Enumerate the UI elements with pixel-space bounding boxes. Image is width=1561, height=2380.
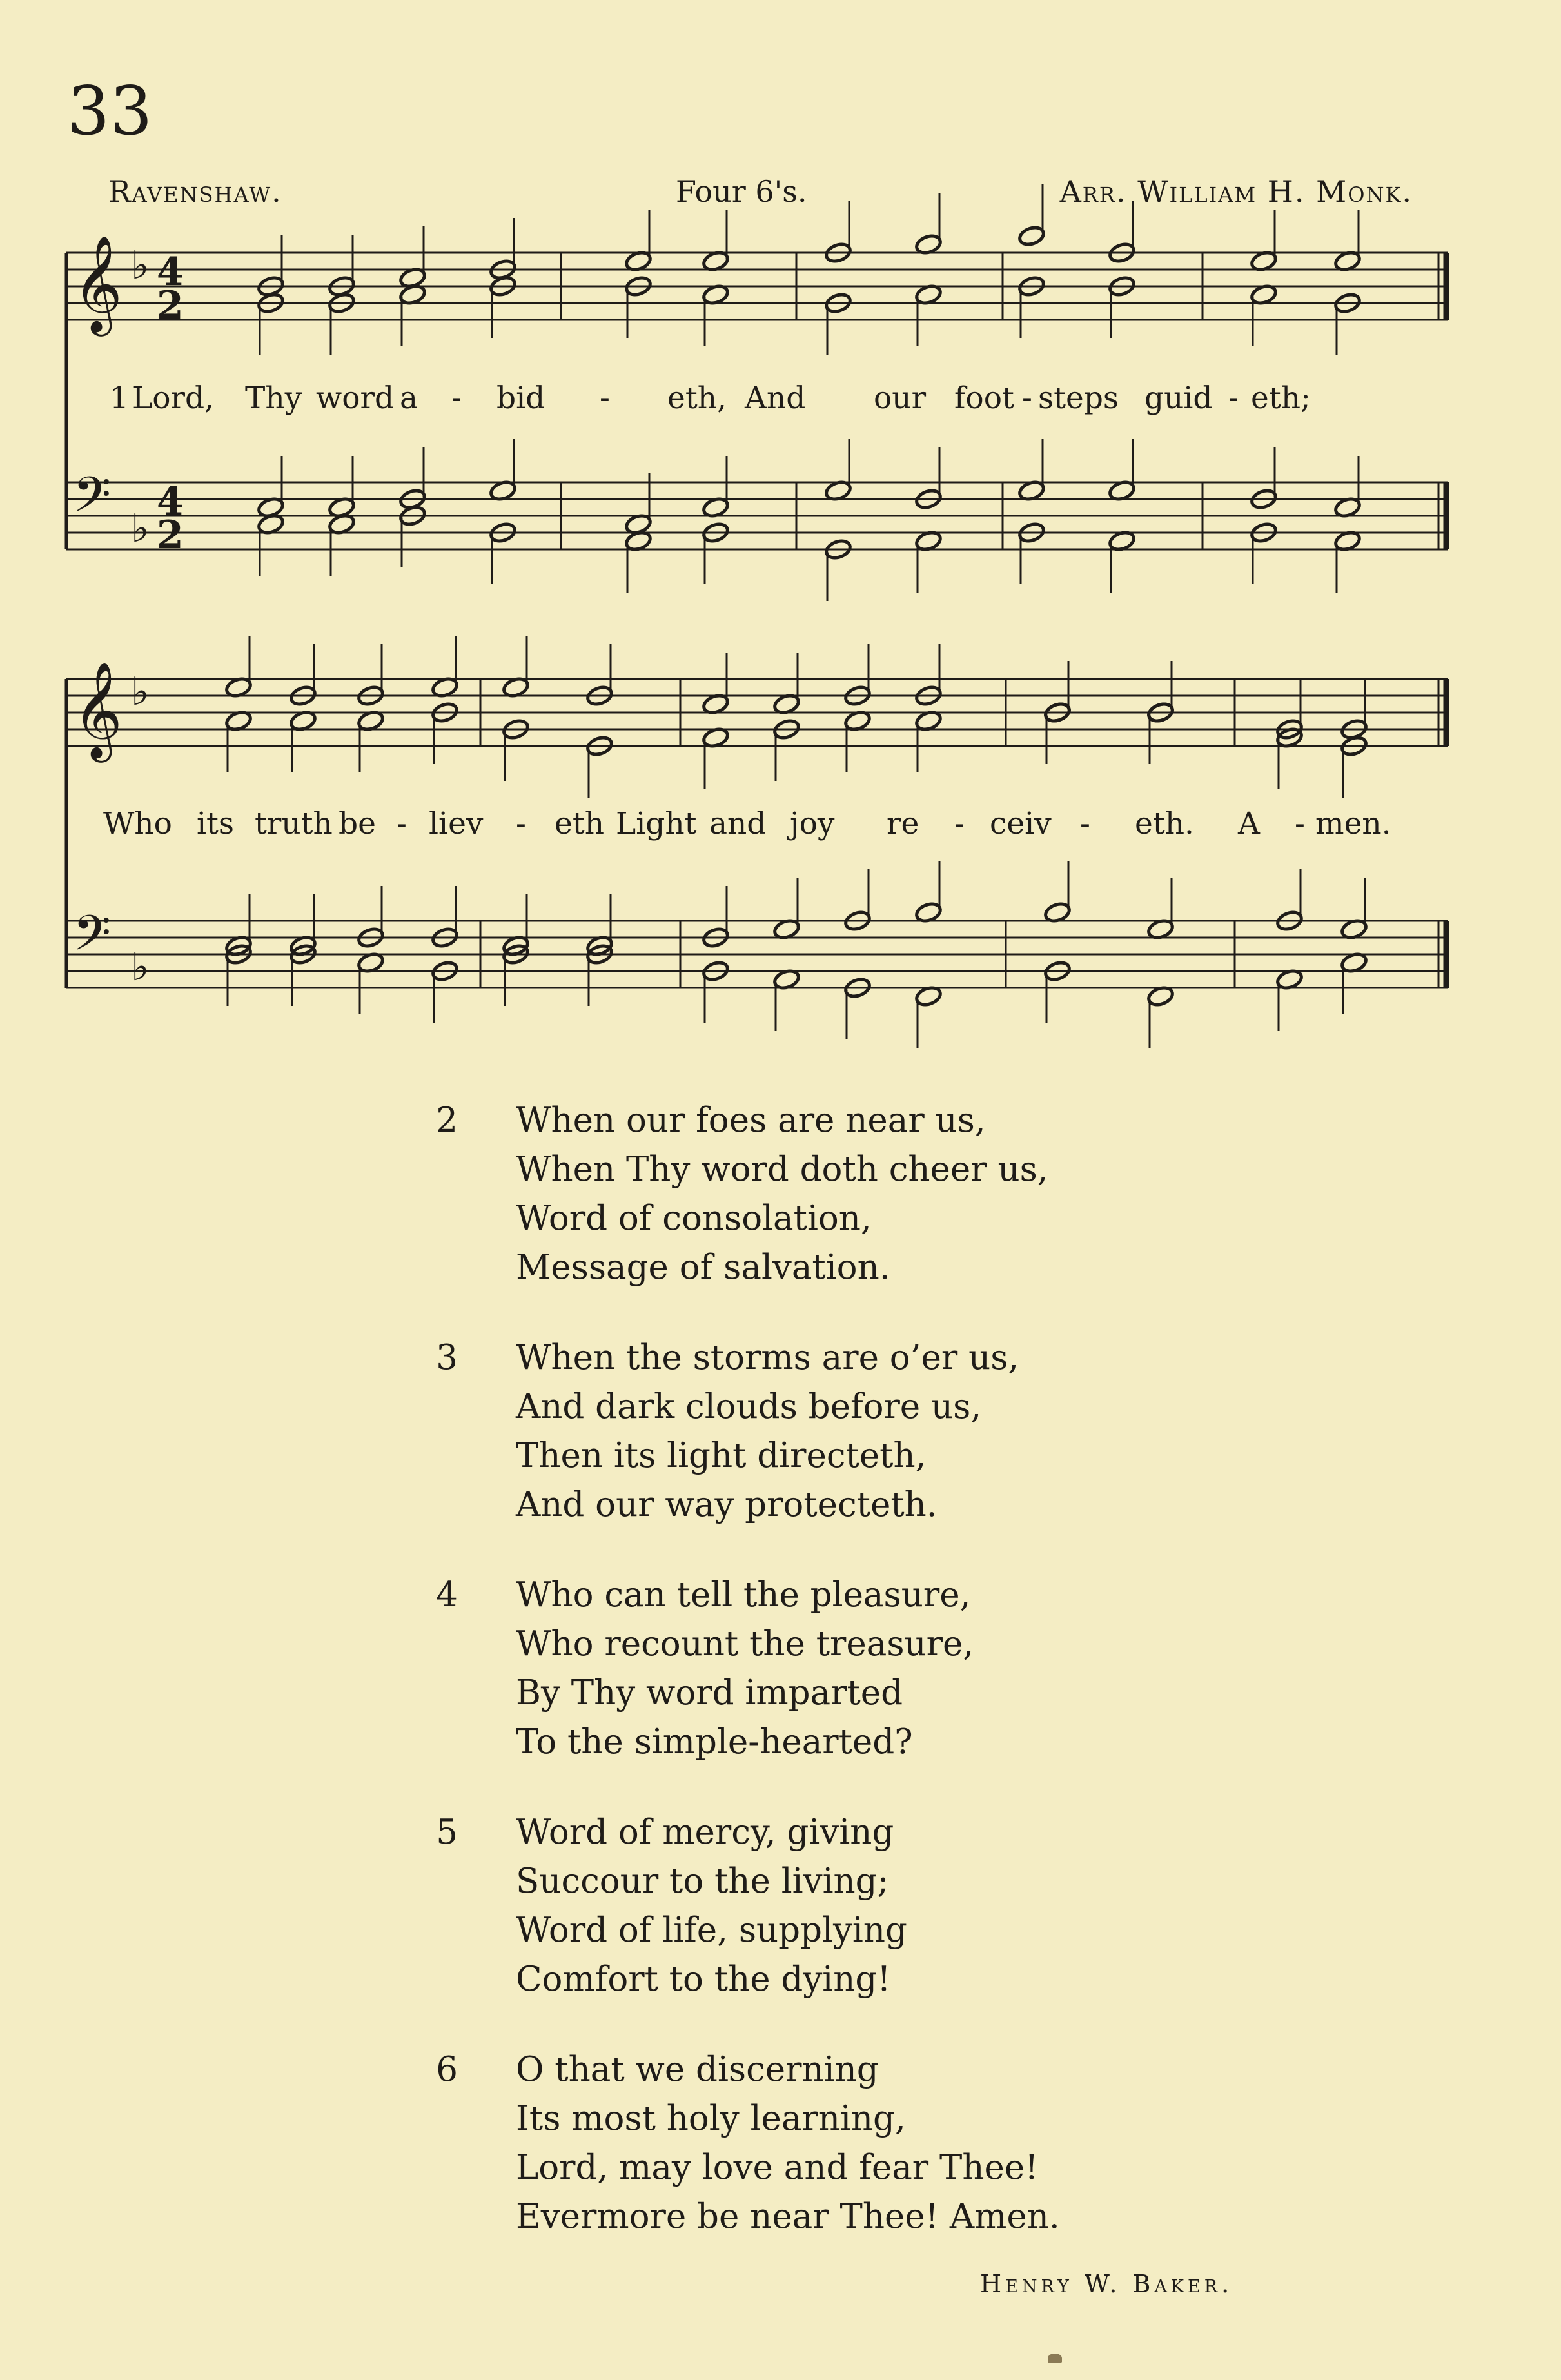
lyric-syllable: re xyxy=(887,806,919,841)
lyric-syllable: steps xyxy=(1038,380,1119,416)
lyric-syllable: word xyxy=(316,380,395,416)
verse-3 xyxy=(436,1333,1367,1529)
lyric-syllable: guid xyxy=(1144,380,1213,416)
lyric-syllable: Light xyxy=(616,806,697,841)
lyric-syllable: Thy xyxy=(245,380,302,416)
time-signature-bottom: 2 xyxy=(157,513,184,558)
lyric-syllable: - xyxy=(451,380,462,416)
verse-line: When the storms are o’er us, xyxy=(516,1338,1019,1377)
note-head xyxy=(1017,224,1046,248)
verse-line: Succour to the living; xyxy=(516,1862,889,1901)
meter: Four 6's. xyxy=(676,174,807,209)
verse-line: When our foes are near us, xyxy=(516,1101,986,1140)
verse-number: 6 xyxy=(436,2050,458,2089)
lyric-syllable: joy xyxy=(790,806,835,841)
lyric-syllable: bid xyxy=(496,380,545,416)
lyric-syllable: - xyxy=(600,380,610,416)
lyric-syllable: A xyxy=(1238,806,1260,841)
lyric-syllable: men. xyxy=(1315,806,1391,841)
treble-clef-icon: 𝄞 xyxy=(73,234,123,332)
lyric-syllable: and xyxy=(709,806,767,841)
verse-line: And dark clouds before us, xyxy=(516,1387,982,1426)
lyric-syllable: foot xyxy=(954,380,1014,416)
lyric-syllable: liev xyxy=(429,806,484,841)
verse-line: Comfort to the dying! xyxy=(516,1960,891,1999)
lyric-syllable: And xyxy=(745,380,806,416)
verse-line: Word of life, supplying xyxy=(516,1911,907,1950)
lyric-syllable: Lord, xyxy=(132,380,215,416)
lyric-syllable: be xyxy=(339,806,376,841)
lyric-syllable: - xyxy=(1295,806,1305,841)
verse-6 xyxy=(436,2045,1367,2241)
tune-name: Ravenshaw. xyxy=(108,174,282,209)
verse-2 xyxy=(436,1096,1367,1292)
verse-line: Evermore be near Thee! Amen. xyxy=(516,2197,1060,2236)
verse-line: To the simple-hearted? xyxy=(516,1722,913,1762)
verse-5 xyxy=(436,1808,1367,2004)
verse-line: Lord, may love and fear Thee! xyxy=(516,2148,1039,2187)
lyric-syllable: Who xyxy=(103,806,172,841)
lyric-syllable: - xyxy=(954,806,965,841)
lyric-syllable: eth. xyxy=(1135,806,1194,841)
page-mark-icon xyxy=(1048,2354,1062,2363)
flat-icon: ♭ xyxy=(131,945,150,990)
verse-line: O that we discerning xyxy=(516,2050,879,2089)
verse-line: Then its light directeth, xyxy=(516,1436,927,1475)
lyric-syllable: truth xyxy=(255,806,333,841)
hymn-number: 33 xyxy=(67,72,153,150)
flat-icon: ♭ xyxy=(131,669,150,714)
lyric-line-1 xyxy=(64,380,1451,426)
lyric-syllable: - xyxy=(1080,806,1090,841)
lyric-syllable: its xyxy=(197,806,235,841)
verse-line: Its most holy learning, xyxy=(516,2099,906,2138)
verse-line: Who can tell the pleasure, xyxy=(516,1575,971,1615)
verse-4 xyxy=(436,1571,1367,1767)
lyric-syllable: eth xyxy=(555,806,604,841)
bass-clef-icon: 𝄢 xyxy=(73,905,112,974)
time-signature-bottom: 2 xyxy=(157,283,184,328)
flat-icon: ♭ xyxy=(131,506,150,551)
verse-line: By Thy word imparted xyxy=(516,1673,903,1713)
treble-clef-icon: 𝄞 xyxy=(73,660,123,758)
verse-line: And our way protecteth. xyxy=(516,1485,938,1524)
lyric-syllable: a xyxy=(400,380,418,416)
lyric-syllable: our xyxy=(874,380,927,416)
lyric-syllable: eth; xyxy=(1251,380,1311,416)
time-signature-top: 4 xyxy=(157,250,184,295)
verse-line: Word of consolation, xyxy=(516,1199,872,1238)
lyric-syllable: ceiv xyxy=(990,806,1052,841)
lyric-syllable: - xyxy=(397,806,407,841)
arranger: Arr. William H. Monk. xyxy=(1059,174,1413,209)
author: Henry W. Baker. xyxy=(980,2270,1233,2298)
verse-number: 5 xyxy=(436,1813,458,1852)
score-svg xyxy=(0,0,1561,1057)
lyric-syllable: - xyxy=(1022,380,1032,416)
verses xyxy=(436,1096,1367,2283)
verse-number: 3 xyxy=(436,1338,458,1377)
bass-clef-icon: 𝄢 xyxy=(73,466,112,535)
music-score xyxy=(0,0,1561,1057)
verse-number: 2 xyxy=(436,1101,458,1140)
lyric-syllable: eth, xyxy=(667,380,727,416)
verse-line: Word of mercy, giving xyxy=(516,1813,894,1852)
verse-line: When Thy word doth cheer us, xyxy=(516,1150,1048,1189)
lyric-syllable: - xyxy=(1228,380,1239,416)
time-signature-top: 4 xyxy=(157,479,184,524)
flat-icon: ♭ xyxy=(131,243,150,288)
verse-line: Message of salvation. xyxy=(516,1248,890,1287)
verse-line: Who recount the treasure, xyxy=(516,1624,974,1664)
lyric-syllable: 1 xyxy=(110,380,129,416)
lyric-line-2 xyxy=(64,806,1451,851)
verse-number: 4 xyxy=(436,1575,458,1615)
lyric-syllable: - xyxy=(516,806,526,841)
